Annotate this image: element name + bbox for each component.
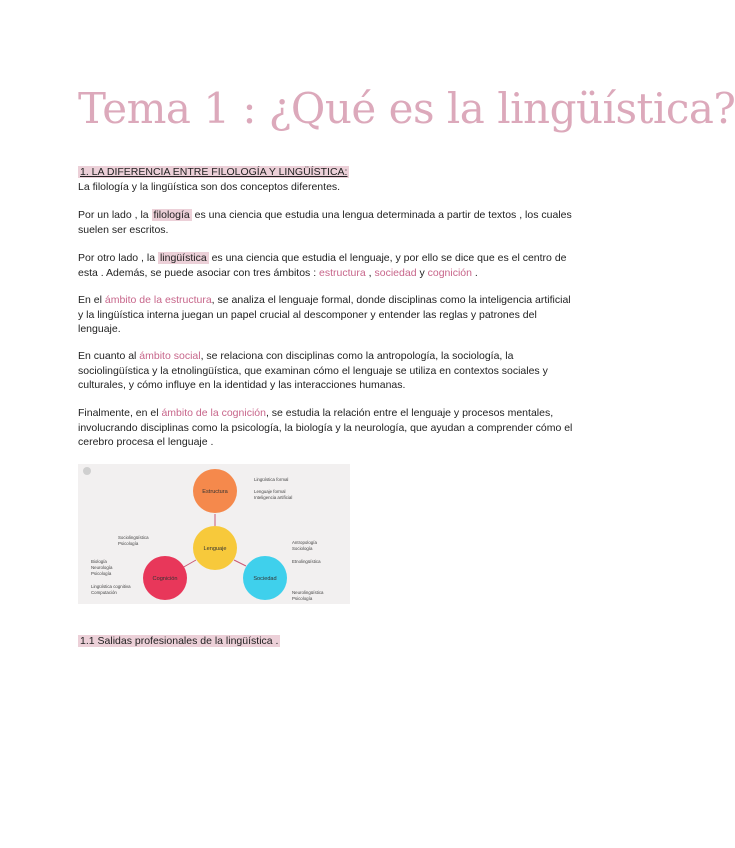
cognicion-paragraph xyxy=(78,406,578,450)
text-run: , se relaciona con disciplinas como la antropología, la sociología, la sociolingüística y la etnolingüística, que examinan cómo el lenguaje se utiliza en contextos sociales y culturales, y cómo influye en la identidad y las interacciones humanas. xyxy=(78,350,548,392)
term-filologia: filología xyxy=(153,209,190,221)
note-center-1: Sociolingüística xyxy=(118,535,149,540)
node-sociedad-label: Sociedad xyxy=(253,576,277,582)
intro-paragraph: La filología y la lingüística son dos conceptos diferentes. xyxy=(78,181,341,193)
text-run: , se estudia la relación entre el lenguaje y procesos mentales, involucrando disciplinas como la psicología, la biología y la neurología, que ayudan a comprender cómo el cerebro procesa el lenguaje . xyxy=(78,407,573,449)
text-run: Por un lado , la xyxy=(78,209,152,221)
page-title: Tema 1 : ¿Qué es la lingüística? xyxy=(78,84,735,133)
note-estructura-top: Lingüística formal xyxy=(254,477,289,482)
term-ambito-estructura: ámbito de la estructura xyxy=(104,294,212,306)
note-sociedad-bottom-2: Psicología xyxy=(292,596,313,601)
note-center-2: Psicología xyxy=(118,541,139,546)
node-cognicion-label: Cognición xyxy=(152,576,178,582)
text-run: Finalmente, en el xyxy=(78,407,162,419)
linguistica-paragraph xyxy=(78,251,578,280)
term-cognicion: cognición xyxy=(427,266,472,279)
note-cognicion-1: Biología xyxy=(91,559,107,564)
estructura-paragraph xyxy=(78,293,578,337)
corner-dot xyxy=(83,467,91,475)
connector-right xyxy=(234,560,246,566)
section-heading-text: 1. LA DIFERENCIA ENTRE FILOLOGÍA Y LINGÜÍSTICA: xyxy=(80,166,348,178)
note-cognicion-bottom-1: Lingüística cognitiva xyxy=(91,584,131,589)
text-run: En cuanto al xyxy=(78,350,140,362)
text-run: es una ciencia que estudia una lengua determinada a partir de textos , los cuales suelen ser escritos. xyxy=(78,209,572,236)
text-run: , se analiza el lenguaje formal, donde disciplinas como la inteligencia artificial y la lingüística interna juegan un papel crucial al descomponer y entender las reglas y patrones del lenguaje. xyxy=(78,294,571,336)
term-sociedad: sociedad xyxy=(374,266,417,279)
note-sociedad-mid: Etnolingüística xyxy=(292,559,321,564)
note-cognicion-2: Neurología xyxy=(91,565,113,570)
connector-left xyxy=(182,560,196,568)
text-run: Por otro lado , la xyxy=(78,252,158,264)
node-estructura-label: Estructura xyxy=(202,489,228,495)
text-run: es una ciencia que estudia el lenguaje, y por ello se dice que es el centro de esta . Además, se puede asociar con tres ámbitos : xyxy=(78,252,567,279)
note-cognicion-3: Psicología xyxy=(91,571,112,576)
note-sociedad-bottom-1: Neurolingüística xyxy=(292,590,324,595)
note-sociedad-2: Sociología xyxy=(292,546,313,551)
social-paragraph xyxy=(78,349,578,393)
term-linguistica: lingüística xyxy=(159,252,207,264)
note-estructura-2: Inteligencia artificial xyxy=(254,495,293,500)
text-run: En el xyxy=(78,294,105,306)
subsection-heading-text: 1.1 Salidas profesionales de la lingüística . xyxy=(80,635,279,647)
term-ambito-social: ámbito social xyxy=(139,350,201,362)
text-run: , xyxy=(365,266,375,279)
note-cognicion-bottom-2: Computación xyxy=(91,590,117,595)
section-heading xyxy=(78,166,349,179)
linguistics-diagram xyxy=(78,464,350,604)
subsection-heading xyxy=(78,635,280,648)
note-sociedad-1: Antropología xyxy=(292,540,317,545)
note-estructura-1: Lenguaje formal xyxy=(254,489,286,494)
term-estructura: estructura xyxy=(319,266,366,279)
node-lenguaje-label: Lenguaje xyxy=(203,546,227,552)
text-run: . xyxy=(472,266,478,279)
term-ambito-cognicion: ámbito de la cognición xyxy=(161,407,266,419)
filologia-paragraph xyxy=(78,208,578,237)
text-run: y xyxy=(416,266,428,279)
diagram-svg xyxy=(78,464,350,604)
